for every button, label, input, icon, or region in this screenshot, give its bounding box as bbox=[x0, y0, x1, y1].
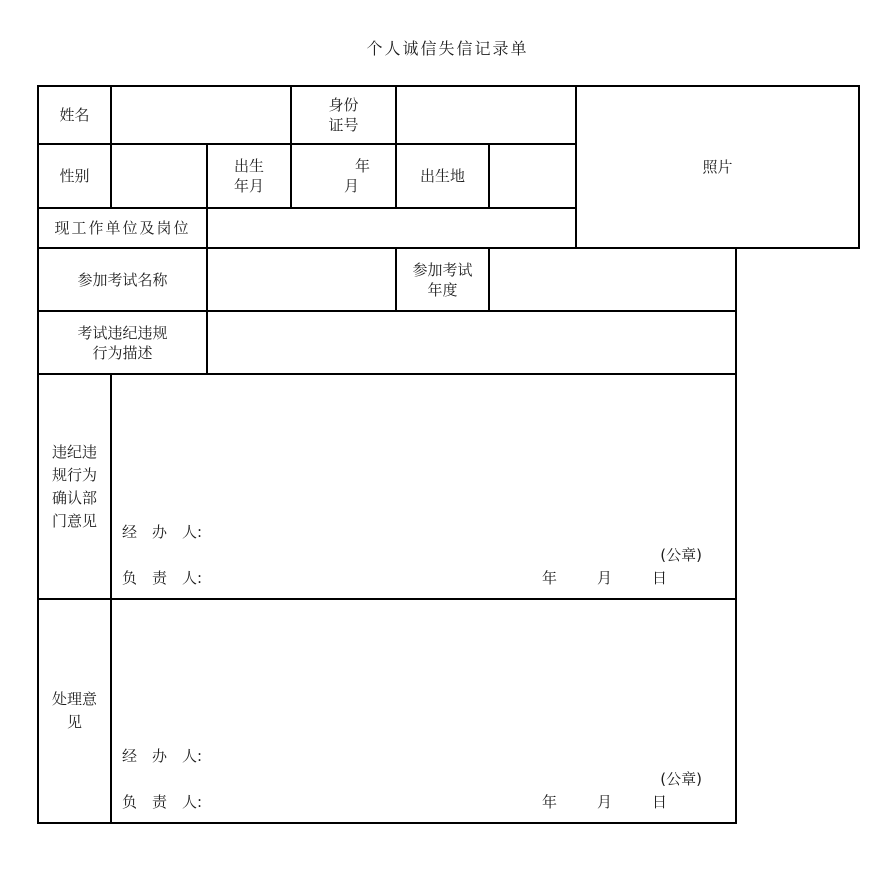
confirm-chief-label: 负 责 人: bbox=[122, 569, 203, 587]
handling-year-unit: 年 bbox=[541, 793, 557, 811]
handling-day-unit: 日 bbox=[651, 793, 667, 811]
exam-name-value-cell[interactable] bbox=[207, 248, 396, 311]
confirm-year-unit: 年 bbox=[541, 569, 557, 587]
gender-label bbox=[38, 144, 111, 208]
spacer-cell bbox=[736, 311, 859, 374]
birthdate-label-line1: 出生 bbox=[233, 157, 264, 175]
name-label bbox=[38, 86, 111, 144]
work-unit-value-cell[interactable] bbox=[207, 208, 576, 248]
spacer-cell bbox=[736, 374, 859, 599]
violation-desc-label bbox=[38, 311, 207, 374]
birthplace-label-text: 出生地 bbox=[419, 167, 465, 185]
work-unit-label-text: 现工作单位及岗位 bbox=[54, 219, 191, 237]
form-title: 个人诚信失信记录单 bbox=[366, 39, 529, 58]
work-unit-label bbox=[38, 208, 207, 248]
exam-name-label bbox=[38, 248, 207, 311]
violation-desc-value-cell[interactable] bbox=[207, 311, 736, 374]
id-label-line2: 证号 bbox=[328, 116, 359, 134]
photo-cell[interactable] bbox=[576, 86, 859, 248]
confirm-dept-opinion-cell[interactable] bbox=[111, 374, 736, 599]
spacer-cell bbox=[736, 599, 859, 823]
exam-year-label-line2: 年度 bbox=[427, 280, 458, 299]
photo-label: 照片 bbox=[702, 158, 733, 176]
gender-label-text: 性别 bbox=[59, 167, 90, 185]
violation-desc-label-line2: 行为描述 bbox=[92, 343, 153, 362]
name-value-cell[interactable] bbox=[111, 86, 291, 144]
handling-opinion-label-line1: 处理意 bbox=[51, 690, 97, 708]
exam-name-label-text: 参加考试名称 bbox=[77, 270, 168, 289]
confirm-dept-label bbox=[38, 374, 111, 599]
confirm-seal-label: (公章) bbox=[660, 546, 702, 564]
handling-opinion-label-line2: 见 bbox=[66, 713, 82, 731]
id-number-label bbox=[291, 86, 396, 144]
handling-opinion-cell[interactable] bbox=[111, 599, 736, 823]
handling-chief-label: 负 责 人: bbox=[122, 793, 203, 811]
confirm-dept-label-line3: 确认部 bbox=[51, 488, 97, 507]
birthdate-year-unit: 年 bbox=[354, 157, 370, 175]
confirm-month-unit: 月 bbox=[596, 569, 612, 587]
confirm-dept-label-line4: 门意见 bbox=[51, 511, 97, 530]
id-label-line1: 身份 bbox=[328, 96, 359, 114]
confirm-day-unit: 日 bbox=[651, 569, 667, 587]
violation-desc-label-line1: 考试违纪违规 bbox=[77, 323, 168, 342]
handling-date-fields bbox=[542, 790, 667, 814]
name-label-text: 姓名 bbox=[59, 106, 90, 124]
birthdate-label bbox=[207, 144, 291, 208]
exam-year-label bbox=[396, 248, 489, 311]
id-number-value-cell[interactable] bbox=[396, 86, 576, 144]
handling-opinion-label bbox=[38, 599, 111, 823]
handling-handler-label: 经 办 人: bbox=[122, 747, 203, 765]
birthdate-fill-cell[interactable] bbox=[291, 144, 396, 208]
confirm-date-fields bbox=[542, 566, 667, 590]
confirm-dept-label-line2: 规行为 bbox=[51, 465, 97, 484]
confirm-handler-label: 经 办 人: bbox=[122, 523, 203, 541]
handling-seal-label: (公章) bbox=[660, 770, 702, 788]
spacer-cell bbox=[736, 248, 859, 311]
birthdate-label-line2: 年月 bbox=[233, 177, 264, 195]
confirm-dept-label-line1: 违纪违 bbox=[51, 442, 97, 461]
handling-month-unit: 月 bbox=[596, 793, 612, 811]
birthplace-value-cell[interactable] bbox=[489, 144, 576, 208]
form-table bbox=[37, 85, 860, 824]
exam-year-value-cell[interactable] bbox=[489, 248, 736, 311]
exam-year-label-line1: 参加考试 bbox=[412, 260, 473, 279]
birthdate-month-unit: 月 bbox=[343, 177, 359, 195]
gender-value-cell[interactable] bbox=[111, 144, 207, 208]
birthplace-label bbox=[396, 144, 489, 208]
